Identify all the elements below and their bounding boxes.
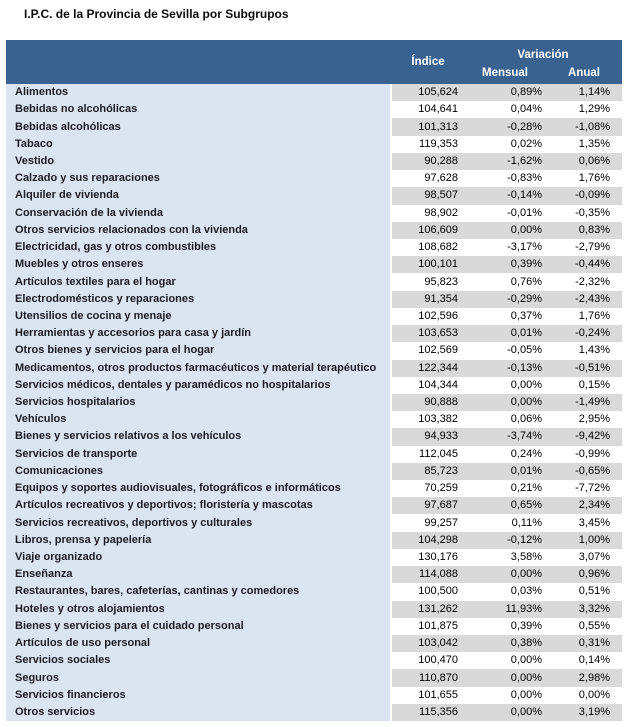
cell-indice: 98,507 [392,187,464,204]
row-label: Muebles y otros enseres [6,256,392,273]
cell-mensual: -3,17% [464,239,546,256]
row-label: Servicios hospitalarios [6,394,392,411]
table-row [6,618,622,635]
cell-anual: 0,06% [546,153,622,170]
cell-indice: 85,723 [392,463,464,480]
cell-indice: 101,875 [392,618,464,635]
row-label: Electrodomésticos y reparaciones [6,291,392,308]
table-row [6,687,622,704]
row-label: Conservación de la vivienda [6,205,392,222]
table-row [6,428,622,445]
row-label: Calzado y sus reparaciones [6,170,392,187]
table-row [6,291,622,308]
table-row [6,101,622,118]
cell-indice: 110,870 [392,669,464,686]
cell-mensual: 0,11% [464,514,546,531]
row-label: Servicios de transporte [6,446,392,463]
table-row [6,273,622,290]
row-label: Utensilios de cocina y menaje [6,308,392,325]
table-row [6,256,622,273]
cell-indice: 103,653 [392,325,464,342]
header-indice: Índice [411,56,445,68]
row-label: Enseñanza [6,566,392,583]
table-row [6,308,622,325]
table-row [6,136,622,153]
ipc-table [6,40,622,721]
row-label: Comunicaciones [6,463,392,480]
row-label: Otros bienes y servicios para el hogar [6,342,392,359]
cell-mensual: -1,62% [464,153,546,170]
cell-anual: 2,34% [546,497,622,514]
cell-anual: -0,35% [546,205,622,222]
cell-anual: 0,51% [546,583,622,600]
table-row [6,377,622,394]
cell-indice: 100,500 [392,583,464,600]
cell-mensual: -3,74% [464,428,546,445]
cell-mensual: 0,39% [464,618,546,635]
page-title: I.P.C. de la Provincia de Sevilla por Subgrupos [24,7,289,21]
cell-indice: 91,354 [392,291,464,308]
cell-anual: -0,51% [546,360,622,377]
table-row [6,360,622,377]
cell-anual: 1,76% [546,170,622,187]
cell-anual: 0,31% [546,635,622,652]
cell-anual: 1,76% [546,308,622,325]
cell-indice: 97,628 [392,170,464,187]
table-row [6,514,622,531]
cell-mensual: -0,05% [464,342,546,359]
row-label: Otros servicios [6,704,392,721]
cell-indice: 119,353 [392,136,464,153]
cell-indice: 122,344 [392,360,464,377]
cell-mensual: 0,00% [464,377,546,394]
row-label: Bebidas no alcohólicas [6,101,392,118]
row-label: Alimentos [6,84,392,101]
table-row [6,446,622,463]
row-label: Artículos de uso personal [6,635,392,652]
cell-indice: 70,259 [392,480,464,497]
cell-mensual: 0,39% [464,256,546,273]
cell-indice: 108,682 [392,239,464,256]
cell-mensual: 0,76% [464,273,546,290]
table-body [6,84,622,721]
cell-anual: -0,65% [546,463,622,480]
row-label: Viaje organizado [6,549,392,566]
cell-mensual: -0,29% [464,291,546,308]
table-row [6,342,622,359]
cell-anual: 3,19% [546,704,622,721]
cell-indice: 98,902 [392,205,464,222]
row-label: Libros, prensa y papelería [6,532,392,549]
table-row [6,239,622,256]
cell-indice: 101,313 [392,118,464,135]
cell-anual: -2,79% [546,239,622,256]
cell-indice: 106,609 [392,222,464,239]
header-anual: Anual [568,67,600,79]
table-row [6,153,622,170]
cell-mensual: -0,14% [464,187,546,204]
cell-mensual: 0,00% [464,687,546,704]
table-row [6,463,622,480]
cell-mensual: 0,00% [464,669,546,686]
cell-mensual: 0,03% [464,583,546,600]
table-row [6,601,622,618]
table-row [6,635,622,652]
cell-mensual: 0,00% [464,652,546,669]
table-row [6,583,622,600]
cell-mensual: -0,12% [464,532,546,549]
table-row [6,187,622,204]
row-label: Restaurantes, bares, cafeterías, cantinas y comedores [6,583,392,600]
cell-indice: 130,176 [392,549,464,566]
cell-anual: -0,99% [546,446,622,463]
cell-anual: -1,08% [546,118,622,135]
cell-anual: -2,32% [546,273,622,290]
row-label: Alquiler de vivienda [6,187,392,204]
cell-indice: 103,382 [392,411,464,428]
cell-anual: 1,29% [546,101,622,118]
row-label: Medicamentos, otros productos farmacéuticos y material terapéutico [6,360,392,377]
table-row [6,669,622,686]
row-label: Bienes y servicios para el cuidado personal [6,618,392,635]
cell-indice: 104,641 [392,101,464,118]
cell-indice: 94,933 [392,428,464,445]
row-label: Artículos textiles para el hogar [6,273,392,290]
row-label: Bienes y servicios relativos a los vehículos [6,428,392,445]
cell-mensual: 0,02% [464,136,546,153]
cell-mensual: -0,28% [464,118,546,135]
table-row [6,652,622,669]
cell-indice: 95,823 [392,273,464,290]
cell-mensual: 11,93% [464,601,546,618]
row-label: Vehículos [6,411,392,428]
cell-indice: 101,655 [392,687,464,704]
cell-anual: -9,42% [546,428,622,445]
cell-indice: 104,298 [392,532,464,549]
row-label: Electricidad, gas y otros combustibles [6,239,392,256]
cell-indice: 99,257 [392,514,464,531]
cell-mensual: 0,00% [464,222,546,239]
cell-indice: 103,042 [392,635,464,652]
cell-anual: 2,95% [546,411,622,428]
table-row [6,84,622,101]
header-variacion-group [464,40,622,84]
row-label: Servicios sociales [6,652,392,669]
table-row [6,497,622,514]
cell-indice: 100,101 [392,256,464,273]
cell-anual: 1,43% [546,342,622,359]
cell-mensual: 0,04% [464,101,546,118]
table-row [6,394,622,411]
cell-indice: 114,088 [392,566,464,583]
cell-mensual: 0,00% [464,566,546,583]
cell-anual: 0,14% [546,652,622,669]
cell-mensual: 0,06% [464,411,546,428]
row-label: Herramientas y accesorios para casa y jardín [6,325,392,342]
row-label: Vestido [6,153,392,170]
cell-anual: -2,43% [546,291,622,308]
cell-mensual: -0,01% [464,205,546,222]
cell-anual: 0,55% [546,618,622,635]
table-row [6,222,622,239]
cell-mensual: 0,00% [464,704,546,721]
row-label: Servicios recreativos, deportivos y culturales [6,514,392,531]
cell-mensual: -0,13% [464,360,546,377]
row-label: Equipos y soportes audiovisuales, fotográficos e informáticos [6,480,392,497]
cell-anual: 1,00% [546,532,622,549]
cell-anual: 0,83% [546,222,622,239]
row-label: Servicios médicos, dentales y paramédicos no hospitalarios [6,377,392,394]
cell-indice: 102,596 [392,308,464,325]
cell-mensual: 0,21% [464,480,546,497]
row-label: Tabaco [6,136,392,153]
cell-anual: -0,24% [546,325,622,342]
row-label: Seguros [6,669,392,686]
cell-mensual: 3,58% [464,549,546,566]
header-mensual: Mensual [481,67,528,79]
cell-indice: 112,045 [392,446,464,463]
table-row [6,549,622,566]
cell-indice: 90,888 [392,394,464,411]
header-spacer [6,40,392,84]
header-variacion: Variación [517,49,569,61]
row-label: Servicios financieros [6,687,392,704]
table-row [6,480,622,497]
cell-mensual: 0,01% [464,463,546,480]
cell-indice: 102,569 [392,342,464,359]
cell-indice: 104,344 [392,377,464,394]
table-row [6,118,622,135]
cell-mensual: 0,00% [464,394,546,411]
cell-indice: 105,624 [392,84,464,101]
cell-indice: 97,687 [392,497,464,514]
table-row [6,411,622,428]
cell-anual: -1,49% [546,394,622,411]
cell-mensual: 0,37% [464,308,546,325]
cell-indice: 115,356 [392,704,464,721]
cell-mensual: 0,01% [464,325,546,342]
cell-anual: 1,14% [546,84,622,101]
cell-anual: 0,00% [546,687,622,704]
table-header [6,40,622,84]
table-row [6,325,622,342]
table-row [6,566,622,583]
cell-anual: -0,44% [546,256,622,273]
table-row [6,704,622,721]
row-label: Otros servicios relacionados con la vivienda [6,222,392,239]
cell-mensual: 0,24% [464,446,546,463]
cell-anual: 3,07% [546,549,622,566]
cell-anual: 0,96% [546,566,622,583]
cell-anual: 3,45% [546,514,622,531]
cell-anual: 3,32% [546,601,622,618]
table-row [6,170,622,187]
cell-mensual: -0,83% [464,170,546,187]
cell-mensual: 0,38% [464,635,546,652]
table-row [6,532,622,549]
cell-indice: 131,262 [392,601,464,618]
row-label: Artículos recreativos y deportivos; floristería y mascotas [6,497,392,514]
cell-anual: -7,72% [546,480,622,497]
table-row [6,205,622,222]
cell-anual: 0,15% [546,377,622,394]
cell-anual: 1,35% [546,136,622,153]
row-label: Hoteles y otros alojamientos [6,601,392,618]
cell-anual: 2,98% [546,669,622,686]
cell-indice: 90,288 [392,153,464,170]
cell-indice: 100,470 [392,652,464,669]
cell-mensual: 0,89% [464,84,546,101]
row-label: Bebidas alcohólicas [6,118,392,135]
cell-mensual: 0,65% [464,497,546,514]
cell-anual: -0,09% [546,187,622,204]
